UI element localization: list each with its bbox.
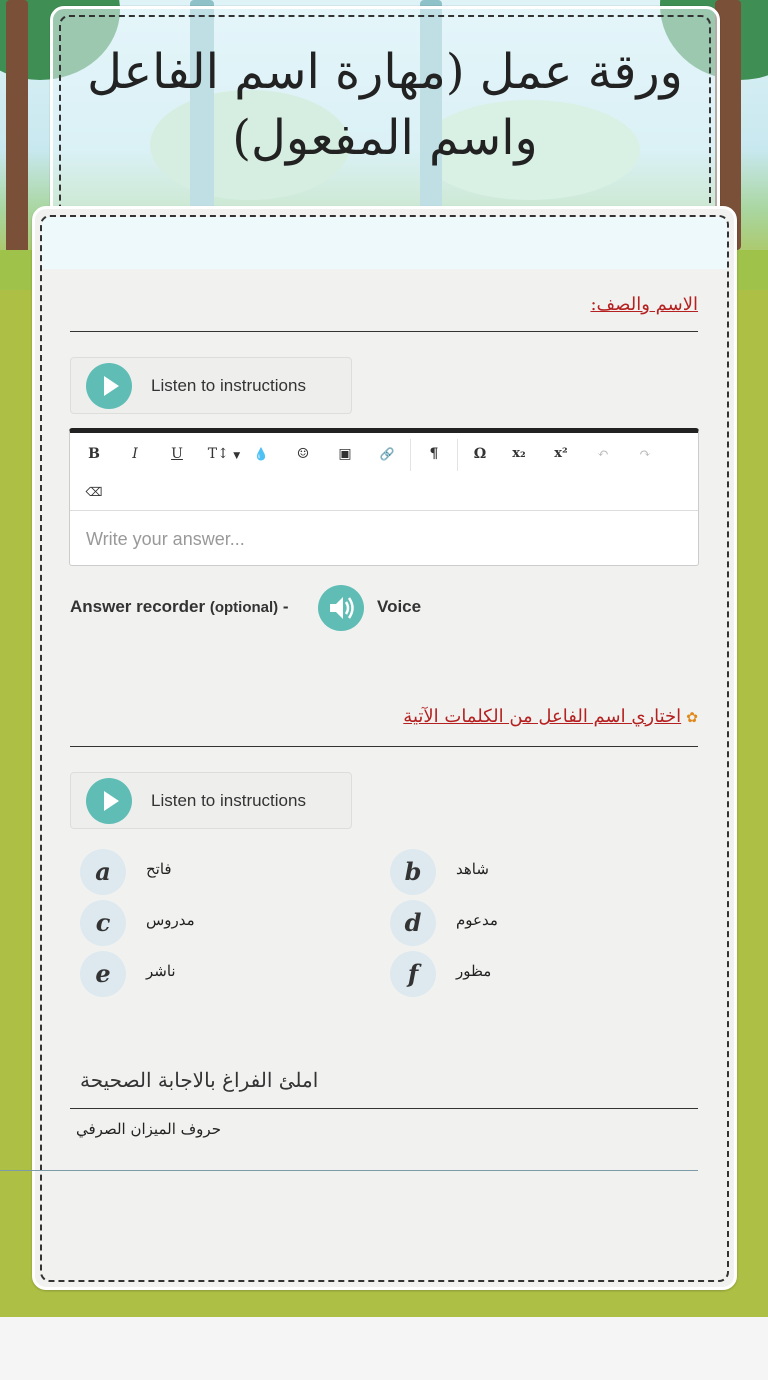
text-size-dropdown[interactable] <box>205 439 243 469</box>
chevron-down-icon: ▼ <box>233 451 241 461</box>
toolbar-separator <box>410 439 411 471</box>
fill-blank-prompt: حروف الميزان الصرفي <box>76 1120 221 1138</box>
page-footer-area <box>0 1317 768 1380</box>
answer-recorder-label <box>70 597 289 617</box>
option-a-button[interactable]: a <box>80 849 126 895</box>
option-f-button[interactable]: f <box>390 951 436 997</box>
option-c-text: مدروس <box>146 911 195 929</box>
recorder-dash: - <box>282 597 289 616</box>
editor-toolbar <box>70 433 698 511</box>
option-b-button[interactable]: b <box>390 849 436 895</box>
clear-formatting-button[interactable] <box>79 477 109 507</box>
section-divider <box>70 331 698 332</box>
section-divider <box>70 1108 698 1109</box>
speaker-icon <box>318 585 364 631</box>
choose-heading: اختاري اسم الفاعل من الكلمات الآتية <box>403 706 682 727</box>
recorder-optional: (optional) <box>209 599 279 616</box>
eraser-icon: ⌫ <box>85 485 103 499</box>
answer-input[interactable]: Write your answer... <box>86 529 245 549</box>
subscript-button[interactable]: x₂ <box>512 446 526 461</box>
fill-blank-heading: املئ الفراغ بالاجابة الصحيحة <box>80 1068 319 1092</box>
listen-instructions-label: Listen to instructions <box>151 376 306 395</box>
insert-link-button[interactable] <box>372 439 402 469</box>
title-card <box>50 6 720 226</box>
omega-icon: Ω <box>473 446 487 462</box>
option-e-button[interactable]: e <box>80 951 126 997</box>
image-icon: ▣ <box>338 446 352 462</box>
name-class-heading: الاسم والصف: <box>590 294 698 315</box>
flower-icon: ✿ <box>686 710 698 726</box>
card-top-band <box>42 217 727 269</box>
special-character-button[interactable] <box>465 439 495 469</box>
option-f-text: مظور <box>456 962 492 980</box>
emoji-button[interactable] <box>288 439 318 469</box>
paragraph-icon: ¶ <box>429 446 439 462</box>
play-icon[interactable] <box>86 778 132 824</box>
option-d-text: مدعوم <box>456 911 498 929</box>
option-c-button[interactable]: c <box>80 900 126 946</box>
fill-blank-answer-line[interactable] <box>0 1170 698 1171</box>
listen-instructions-label: Listen to instructions <box>151 791 306 810</box>
choose-heading-row <box>298 706 698 727</box>
link-icon: 🔗 <box>379 447 395 461</box>
redo-icon: ↷ <box>639 446 651 462</box>
text-size-icon: T↕ <box>207 446 229 462</box>
italic-button[interactable]: I <box>132 446 138 462</box>
redo-button[interactable] <box>630 439 660 469</box>
insert-image-button[interactable] <box>330 439 360 469</box>
toolbar-separator <box>457 439 458 471</box>
worksheet-title: ورقة عمل (مهارة اسم الفاعل واسم المفعول) <box>87 44 683 166</box>
undo-icon: ↶ <box>597 446 609 462</box>
smiley-icon: ☺ <box>296 446 310 462</box>
bold-button[interactable]: B <box>88 446 100 462</box>
option-d-button[interactable]: d <box>390 900 436 946</box>
text-color-button[interactable] <box>246 439 276 469</box>
listen-instructions-box[interactable] <box>70 772 352 829</box>
option-e-text: ناشر <box>146 962 176 980</box>
droplet-icon: 💧 <box>253 447 269 461</box>
recorder-title: Answer recorder <box>70 597 206 616</box>
undo-button[interactable] <box>588 439 618 469</box>
superscript-button[interactable]: x² <box>554 446 568 461</box>
voice-label: Voice <box>377 597 422 616</box>
underline-button[interactable]: U <box>171 446 183 462</box>
answer-editor <box>69 428 699 566</box>
option-b-text: شاهد <box>456 860 489 878</box>
option-a-text: فاتح <box>146 860 172 878</box>
listen-instructions-box[interactable] <box>70 357 352 414</box>
paragraph-direction-button[interactable] <box>419 439 449 469</box>
play-icon[interactable] <box>86 363 132 409</box>
voice-record-button[interactable] <box>318 585 364 631</box>
section-divider <box>70 746 698 747</box>
